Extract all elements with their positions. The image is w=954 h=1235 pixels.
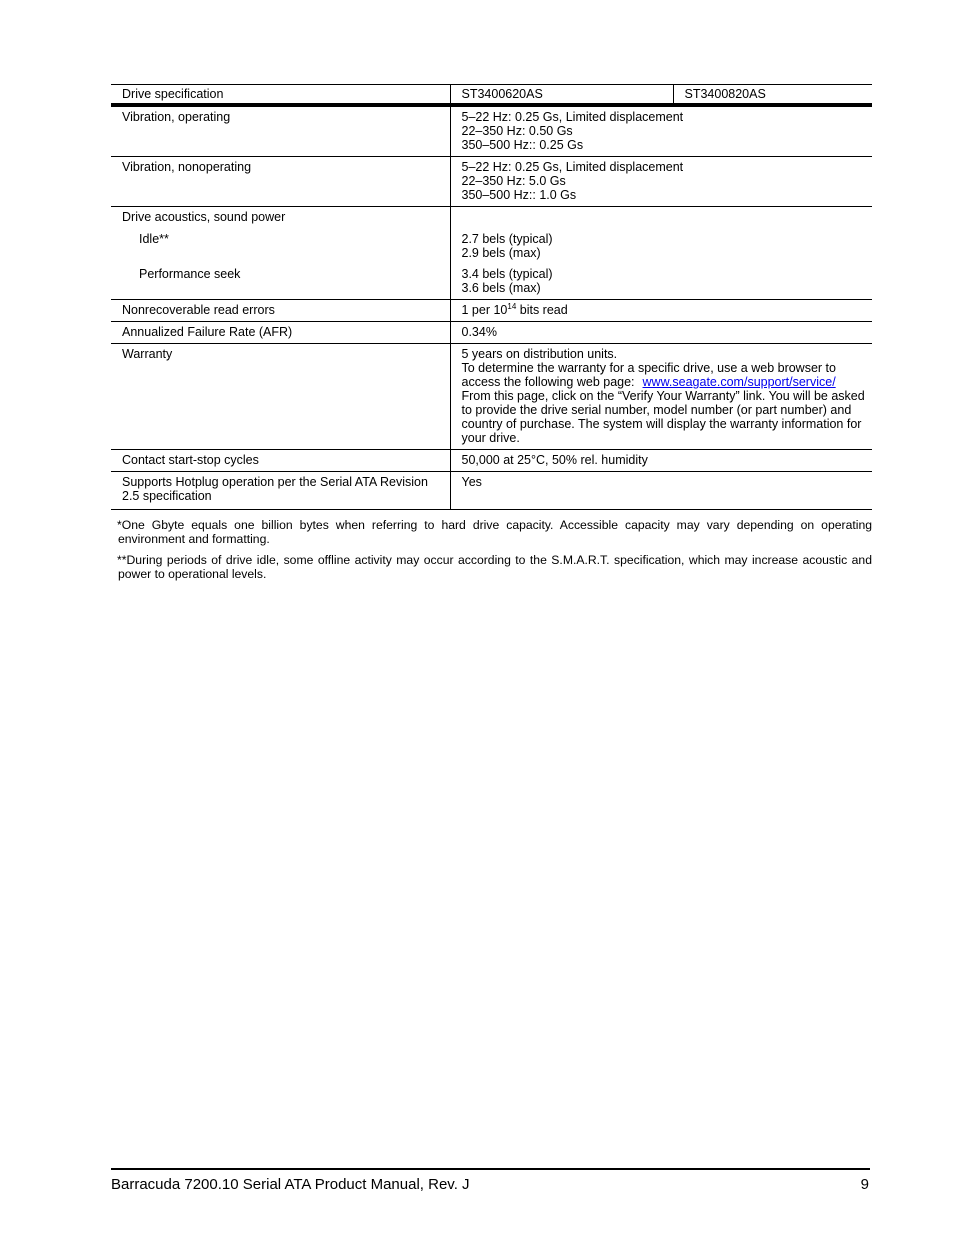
row-label-vibration-operating: Vibration, operating [111,105,450,157]
value-line: 3.4 bels (typical) [461,267,553,281]
warranty-line: your drive. [461,431,520,445]
row-label-hotplug [111,472,450,510]
warranty-line: to provide the drive serial number, model number (or part number) and [461,403,852,417]
footnote-text: One Gbyte equals one billion bytes when referring to hard drive capacity. Accessible capacity may vary depending on operating environment and formatting. [118,518,872,546]
header-model-1: ST3400620AS [450,85,673,106]
footnotes [111,518,872,588]
warranty-line: To determine the warranty for a specific drive, use a web browser to [461,361,836,375]
footnote-capacity [111,518,872,546]
warranty-line: From this page, click on the “Verify Your Warranty” link. You will be asked [461,389,865,403]
footnote-text: During periods of drive idle, some offline activity may occur according to the S.M.A.R.T. specification, which may increase acoustic and power to operational levels. [118,553,872,581]
row-label-read-errors: Nonrecoverable read errors [111,300,450,322]
warranty-line: country of purchase. The system will display the warranty information for [461,417,862,431]
header-model-2: ST3400820AS [673,85,872,106]
read-errors-suffix: bits read [516,303,568,317]
acoustics-seek-label: Performance seek [139,267,241,281]
hotplug-label-line: Supports Hotplug operation per the Serial ATA Revision [122,475,428,489]
warranty-line: access the following web page: [461,375,635,389]
footer-title: Barracuda 7200.10 Serial ATA Product Manual, Rev. J [111,1176,470,1193]
value-line: 350–500 Hz:: 1.0 Gs [461,188,577,202]
row-value-afr: 0.34% [450,322,872,344]
acoustics-idle-label: Idle** [139,232,169,246]
row-label-start-stop: Contact start-stop cycles [111,450,450,472]
table-row [111,105,872,157]
row-value-start-stop: 50,000 at 25°C, 50% rel. humidity [450,450,872,472]
table-row [111,450,872,472]
page-number: 9 [860,1176,869,1193]
table-row [111,300,872,322]
row-label-vibration-nonoperating: Vibration, nonoperating [111,157,450,207]
table-header-row [111,85,872,106]
hotplug-label-line: 2.5 specification [122,489,212,503]
warranty-link[interactable]: www.seagate.com/support/service/ [642,375,836,389]
row-value-acoustics [450,207,872,300]
value-line: 2.7 bels (typical) [461,232,553,246]
value-line: 22–350 Hz: 0.50 Gs [461,124,573,138]
table-row [111,344,872,450]
acoustics-label: Drive acoustics, sound power [122,210,286,224]
warranty-line: 5 years on distribution units. [461,347,618,361]
value-line: 2.9 bels (max) [461,246,541,260]
value-line: 3.6 bels (max) [461,281,541,295]
row-value-vibration-nonoperating [450,157,872,207]
footer-divider [111,1168,870,1170]
row-label-afr: Annualized Failure Rate (AFR) [111,322,450,344]
read-errors-exponent: 14 [507,302,517,311]
footnote-mark: ** [117,553,127,567]
value-line: 5–22 Hz: 0.25 Gs, Limited displacement [461,110,684,124]
row-label-warranty: Warranty [111,344,450,450]
row-value-read-errors [450,300,872,322]
table-row [111,472,872,510]
value-line: 5–22 Hz: 0.25 Gs, Limited displacement [461,160,684,174]
table-row [111,157,872,207]
header-label: Drive specification [111,85,450,106]
row-label-acoustics [111,207,450,300]
value-line: 350–500 Hz:: 0.25 Gs [461,138,584,152]
value-line: 22–350 Hz: 5.0 Gs [461,174,566,188]
row-value-hotplug: Yes [450,472,872,510]
table-row [111,322,872,344]
footnote-idle [111,553,872,581]
warranty-line-with-link [462,375,867,389]
read-errors-prefix: 1 per 10 [461,303,508,317]
table-row [111,207,872,300]
footnote-mark: * [117,518,122,532]
row-value-warranty [450,344,872,450]
row-value-vibration-operating [450,105,872,157]
drive-specification-table [111,84,872,510]
